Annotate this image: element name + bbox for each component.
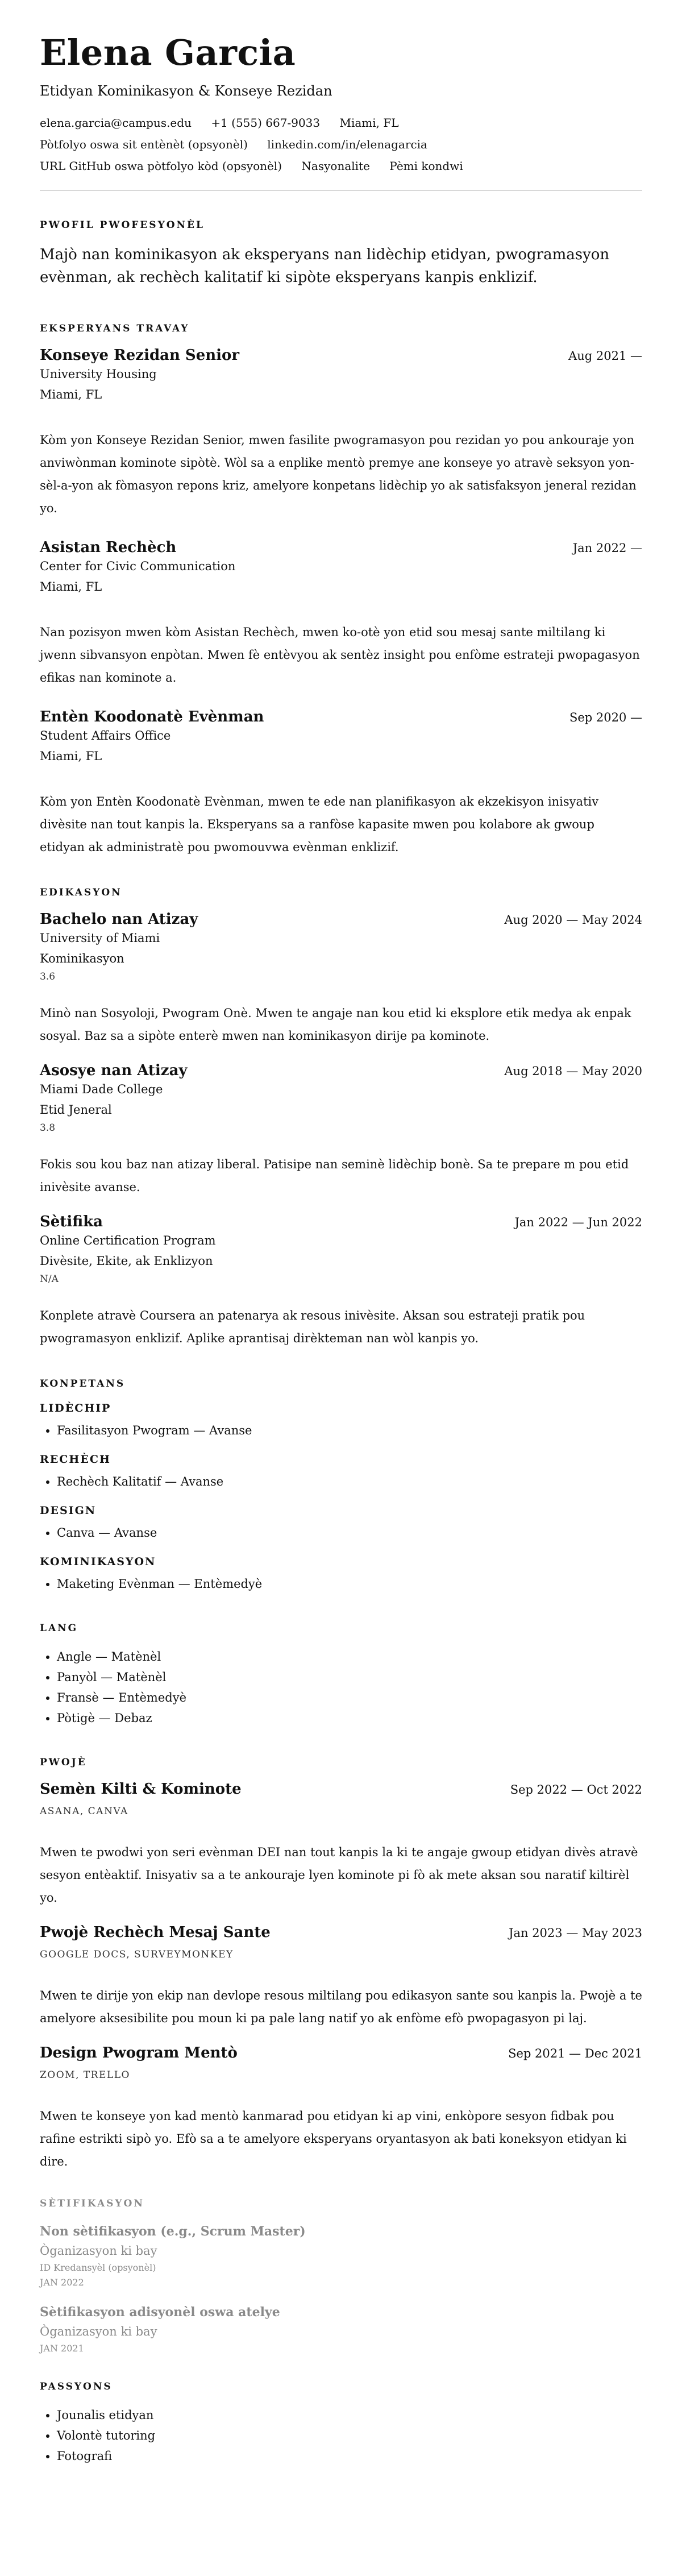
project-entry: [40, 2044, 642, 2173]
experience-title: EKSPERYANS TRAVAY: [40, 323, 190, 334]
skill-category: RECHÈCH: [40, 1453, 111, 1466]
languages-title: LANG: [40, 1623, 78, 1634]
candidate-headline: Etidyan Kominikasyon & Konseye Rezidan: [40, 83, 332, 99]
experience-section: [40, 323, 642, 858]
skills-title: KONPETANS: [40, 1378, 126, 1389]
contact-row-2: [40, 138, 642, 151]
project-date: Sep 2021 — Dec 2021: [508, 2047, 642, 2060]
degree-date: Aug 2018 — May 2020: [504, 1064, 642, 1078]
hobby-item: • Fotografi: [57, 2446, 642, 2466]
project-entry: [40, 1924, 642, 2030]
job-date: Sep 2020 —: [569, 711, 642, 724]
hobbies-section: [40, 2381, 642, 2466]
project-date: Jan 2023 — May 2023: [509, 1926, 642, 1940]
skill-item: • Fasilitasyon Pwogram — Avanse: [57, 1420, 642, 1441]
certifications-title: SÈTIFIKASYON: [40, 2198, 144, 2209]
study-field: Etid Jeneral: [40, 1103, 112, 1117]
degree-date: Jan 2022 — Jun 2022: [514, 1216, 642, 1229]
project-date: Sep 2022 — Oct 2022: [510, 1783, 642, 1797]
job-org: Student Affairs Office: [40, 729, 171, 742]
certification-date: JAN 2021: [40, 2343, 84, 2354]
education-description: Konplete atravè Coursera an patenarya ak resous inivèsite. Aksan sou estrateji pratik pou pwogramasyon enklizif. Aplike aprantisaj dirèkteman nan wòl kanpis yo.: [40, 1309, 585, 1345]
job-date: Aug 2021 —: [568, 349, 642, 363]
skill-category: KOMINIKASYON: [40, 1555, 156, 1568]
language-item: • Fransè — Entèmedyè: [57, 1687, 642, 1708]
summary-section: [40, 219, 642, 289]
language-item: • Pòtigè — Debaz: [57, 1708, 642, 1728]
project-tools: ZOOM, TRELLO: [40, 2069, 130, 2081]
nationality-text: Nasyonalite: [301, 159, 370, 173]
study-field: Divèsite, Ekite, ak Enklizyon: [40, 1254, 213, 1268]
job-date: Jan 2022 —: [572, 541, 642, 555]
project-name: Pwojè Rechèch Mesaj Sante: [40, 1924, 271, 1941]
job-description: Kòm yon Konseye Rezidan Senior, mwen fasilite pwogramasyon pou rezidan yo pou ankouraje yon anviwònman kominote sipòtè. Wòl sa a enplike mentò premye ane konseye yo atravè seksyon yon-sèl-a-yon ak fòmasyon repons kriz, amelyore konpetans lidèchip yo ak satisfaksyon jeneral rezidan yo.: [40, 433, 637, 515]
skill-list: [40, 1523, 642, 1543]
gpa-text: 3.6: [40, 971, 56, 982]
project-description: Mwen te konseye yon kad mentò kanmarad pou etidyan ki ap vini, enkòpore sesyon fidbak pou rafine estrikti sipò yo. Efò sa a te amelyore eksperyans oryantasyon ak bati koneksyon etidyan ki dire.: [40, 2109, 627, 2168]
project-tools: ASANA, CANVA: [40, 1806, 128, 1817]
school-name: University of Miami: [40, 931, 160, 945]
degree-name: Sètifika: [40, 1213, 103, 1230]
education-description: Fokis sou kou baz nan atizay liberal. Patisipe nan seminè lidèchip bonè. Sa te prepare m pou etid inivèsite avanse.: [40, 1158, 629, 1194]
job-location: Miami, FL: [40, 580, 102, 594]
experience-entry: [40, 539, 642, 689]
job-description: Kòm yon Entèn Koodonatè Evènman, mwen te ede nan planifikasyon ak ekzekisyon inisyativ divèsite nan tout kanpis la. Eksperyans sa a ranfòse kapasite mwen pou kolabore ak gwoup etidyan ak administratè pou pwomouvwa evènman enklizif.: [40, 795, 599, 854]
linkedin-link[interactable]: linkedin.com/in/elenagarcia: [267, 138, 427, 151]
contact-row-3: [40, 159, 642, 173]
skill-item: • Maketing Evènman — Entèmedyè: [57, 1574, 642, 1594]
language-item: • Angle — Matènèl: [57, 1646, 642, 1667]
hobbies-title: PASSYONS: [40, 2381, 113, 2392]
gpa-text: N/A: [40, 1274, 59, 1285]
job-org: Center for Civic Communication: [40, 559, 236, 573]
certifications-section: [40, 2198, 642, 2356]
languages-section: [40, 1623, 642, 1728]
location-text: Miami, FL: [339, 116, 399, 130]
certification-org: Òganizasyon ki bay: [40, 2244, 157, 2258]
education-title: EDIKASYON: [40, 887, 122, 898]
candidate-name: Elena Garcia: [40, 32, 296, 73]
job-description: Nan pozisyon mwen kòm Asistan Rechèch, mwen ko-otè yon etid sou mesaj sante miltilang ki jwenn sibvansyon enpòtan. Mwen fè entèvyou ak sentèz insight pou enfòme estrateji pwopagasyon efikas nan kominote a.: [40, 625, 640, 685]
job-org: University Housing: [40, 367, 157, 381]
degree-name: Bachelo nan Atizay: [40, 911, 198, 928]
certification-entry: [40, 2222, 642, 2290]
header-divider: [40, 190, 642, 191]
study-field: Kominikasyon: [40, 952, 124, 965]
skills-section: [40, 1378, 642, 1594]
project-tools: GOOGLE DOCS, SURVEYMONKEY: [40, 1949, 234, 1960]
hobby-item: • Volontè tutoring: [57, 2425, 642, 2446]
job-role: Entèn Koodonatè Evènman: [40, 708, 264, 725]
driver-permit-text: Pèmi kondwi: [389, 159, 463, 173]
job-role: Asistan Rechèch: [40, 539, 177, 556]
github-link[interactable]: URL GitHub oswa pòtfolyo kòd (opsyonèl): [40, 159, 282, 173]
certification-entry: [40, 2303, 642, 2356]
gpa-text: 3.8: [40, 1122, 56, 1134]
skill-list: [40, 1471, 642, 1492]
certification-date: JAN 2022: [40, 2277, 84, 2288]
education-entry: [40, 1213, 642, 1350]
education-section: [40, 887, 642, 1350]
language-item: • Panyòl — Matènèl: [57, 1667, 642, 1687]
experience-entry: [40, 347, 642, 520]
contact-row-1: [40, 116, 642, 130]
project-name: Semèn Kilti & Kominote: [40, 1781, 242, 1798]
degree-date: Aug 2020 — May 2024: [504, 913, 642, 927]
education-entry: [40, 911, 642, 1047]
degree-name: Asosye nan Atizay: [40, 1062, 188, 1079]
certification-id: ID Kredansyèl (opsyonèl): [40, 2262, 156, 2273]
job-location: Miami, FL: [40, 749, 102, 763]
phone-text[interactable]: +1 (555) 667-9033: [211, 116, 321, 130]
project-description: Mwen te pwodwi yon seri evènman DEI nan tout kanpis la ki te angaje gwoup etidyan divès atravè sesyon entèaktif. Inisyativ sa a te ankouraje lyen kominote pi fò ak mete aksan sou naratif kiltirèl yo.: [40, 1845, 638, 1905]
education-entry: [40, 1062, 642, 1198]
project-description: Mwen te dirije yon ekip nan devlope resous miltilang pou edikasyon sante sou kanpis la. Pwojè a te amelyore aksesibilite pou moun ki pa pale lang natif yo ak enfòme efò pwopagasyon pi laj.: [40, 1989, 642, 2025]
skill-item: • Rechèch Kalitatif — Avanse: [57, 1471, 642, 1492]
skill-category: DESIGN: [40, 1504, 97, 1517]
skill-list: [40, 1574, 642, 1594]
job-role: Konseye Rezidan Senior: [40, 347, 240, 364]
summary-title: PWOFIL PWOFESYONÈL: [40, 219, 205, 231]
skill-category: LIDÈCHIP: [40, 1402, 111, 1414]
project-entry: [40, 1781, 642, 1909]
school-name: Miami Dade College: [40, 1082, 163, 1096]
school-name: Online Certification Program: [40, 1234, 216, 1247]
experience-entry: [40, 708, 642, 858]
skill-list: [40, 1420, 642, 1441]
hobby-item: • Jounalis etidyan: [57, 2405, 642, 2425]
project-name: Design Pwogram Mentò: [40, 2044, 238, 2061]
summary-text: Majò nan kominikasyon ak eksperyans nan lidèchip etidyan, pwogramasyon evènman, ak rechèch kalitatif ki sipòte eksperyans kanpis enklizif.: [40, 246, 610, 286]
language-list: [40, 1646, 642, 1728]
projects-title: PWOJÈ: [40, 1757, 87, 1768]
certification-org: Òganizasyon ki bay: [40, 2325, 157, 2338]
email-text[interactable]: elena.garcia@campus.edu: [40, 116, 192, 130]
certification-name: Non sètifikasyon (e.g., Scrum Master): [40, 2224, 306, 2239]
portfolio-link[interactable]: Pòtfolyo oswa sit entènèt (opsyonèl): [40, 138, 248, 151]
hobby-list: [40, 2405, 642, 2466]
certification-name: Sètifikasyon adisyonèl oswa atelye: [40, 2305, 280, 2320]
projects-section: [40, 1757, 642, 2173]
skill-item: • Canva — Avanse: [57, 1523, 642, 1543]
job-location: Miami, FL: [40, 388, 102, 401]
education-description: Minò nan Sosyoloji, Pwogram Onè. Mwen te angaje nan kou etid ki eksplore etik medya ak enpak sosyal. Baz sa a sipòte enterè mwen nan kominikasyon dirije pa kominote.: [40, 1006, 631, 1043]
